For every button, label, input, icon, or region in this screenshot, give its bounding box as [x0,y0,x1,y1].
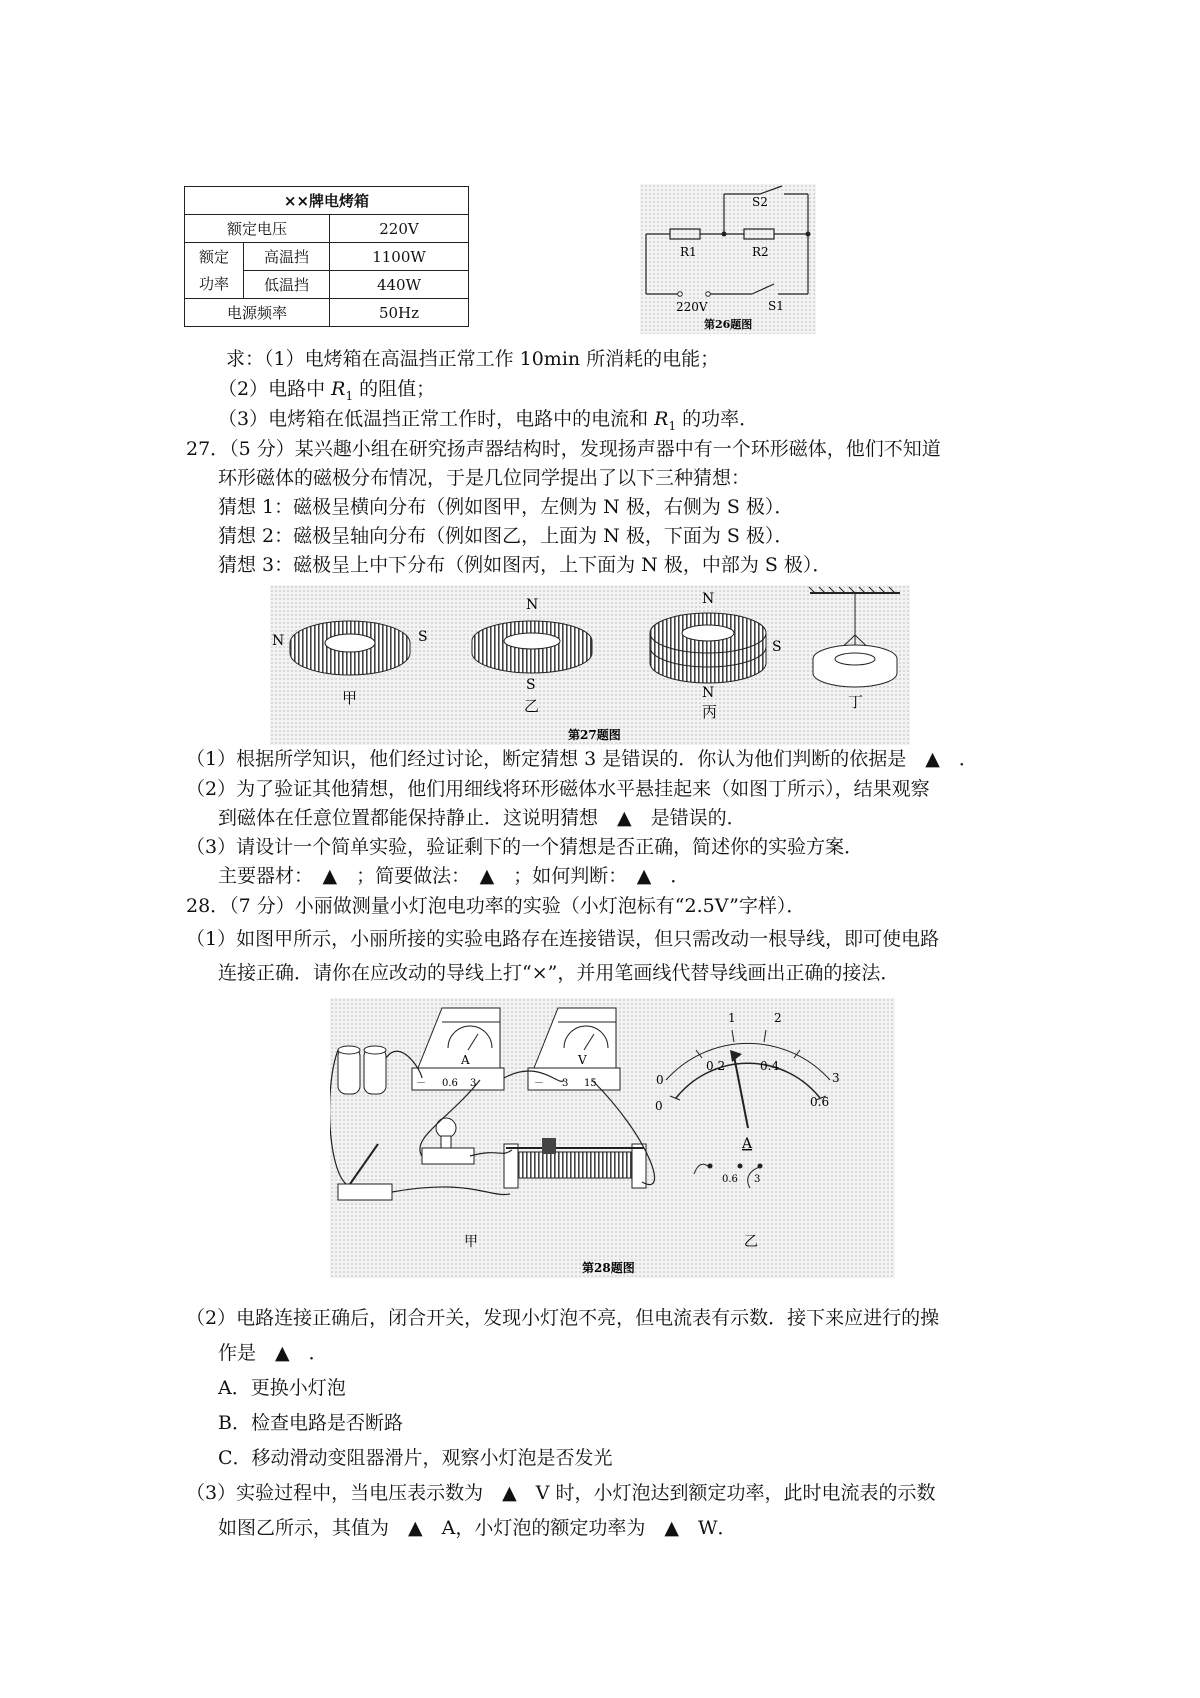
scale-bottom-0: 0 [655,1099,663,1113]
rheostat [504,1138,646,1188]
q27-answer-3b: 主要器材： ▲ ；简要做法： ▲ ；如何判断： ▲ ． [218,865,690,887]
dial-terminal-3: 3 [754,1174,761,1185]
table-cell: 50Hz [330,299,469,327]
q26-ask: 求：（1）电烤箱在高温挡正常工作 10min 所消耗的电能； [226,348,720,370]
q28-answer-3a: （3）实验过程中，当电压表示数为 ▲ V 时，小灯泡达到额定功率，此时电流表的示数 [186,1482,936,1504]
label-bing: 丙 [702,703,718,721]
label-voltage: 220V [676,300,708,314]
table-cell [185,243,244,299]
ring-magnet-yi [472,621,592,673]
ring-magnet-jia [290,621,410,675]
caption-27: 第27题图 [568,728,621,742]
pole-n: N [702,591,715,607]
scale-top-1: 1 [728,1011,736,1025]
label-yi: 乙 [524,697,540,715]
circuit-diagram [640,184,816,334]
r1-symbol: R [654,408,669,430]
label-s2: S2 [752,195,768,209]
option-c: C．移动滑动变阻器滑片，观察小灯泡是否发光 [218,1447,613,1469]
q27-line2: 环形磁体的磁极分布情况，于是几位同学提出了以下三种猜想： [218,467,751,489]
scale-bottom-06: 0.6 [810,1095,830,1109]
voltmeter-unit: V [578,1053,587,1067]
r1-sub: 1 [668,418,677,433]
junction-dot [722,232,727,237]
pole-s: S [418,629,428,645]
table-title: ××牌电烤箱 [185,187,469,215]
label-yi: 乙 [744,1234,758,1250]
q27-answer-2a: （2）为了验证其他猜想，他们用细线将环形磁体水平悬挂起来（如图丁所示），结果观察 [186,778,930,800]
r1-sub: 1 [345,388,354,403]
table-cell: 电源频率 [185,299,330,327]
scale-top-3: 3 [832,1071,840,1085]
figure-26 [640,184,816,334]
label-r1: R1 [680,245,697,259]
dial-terminal-06: 0.6 [722,1174,738,1185]
q28-answer-3b: 如图乙所示，其值为 ▲ A，小灯泡的额定功率为 ▲ W． [218,1517,737,1539]
option-b: B．检查电路是否断路 [218,1412,403,1434]
terminal-neg: － [534,1078,544,1089]
table-cell: 额定电压 [185,215,330,243]
terminal-06: 0.6 [442,1078,458,1089]
caption-26: 第26题图 [704,318,753,331]
table-cell: 220V [330,215,469,243]
hanging-magnet-ding [809,587,900,687]
text: （2）电路中 [218,378,332,400]
figure-28 [330,998,895,1278]
r1-symbol: R [331,378,346,400]
scale-bottom-02: 0.2 [706,1059,726,1073]
table-cell: 高温挡 [244,243,330,271]
group-bottom: 功率 [198,274,229,293]
q28-answer-1b: 连接正确．请你在应改动的导线上打“×”，并用笔画线代替导线画出正确的接法． [218,962,900,984]
scale-bottom-04: 0.4 [760,1059,780,1073]
caption-28: 第28题图 [582,1261,635,1275]
pole-s: S [772,639,782,655]
guess-3: 猜想 3：磁极呈上中下分布（例如图丙，上下面为 N 极，中部为 S 极）． [218,554,832,576]
guess-1: 猜想 1：磁极呈横向分布（例如图甲，左侧为 N 极，右侧为 S 极）． [218,496,794,518]
figure-27 [270,585,910,745]
scale-top-0: 0 [656,1073,664,1087]
label-ding: 丁 [848,693,864,711]
pole-n: N [702,685,715,701]
ammeter-dial [666,1030,830,1128]
q26-part2 [218,376,435,409]
magnet-figures [270,585,910,745]
dial-unit: A [742,1136,753,1152]
q27-answer-3a: （3）请设计一个简单实验，验证剩下的一个猜想是否正确，简述你的实验方案． [186,836,864,858]
experiment-figure [330,998,895,1278]
terminal-neg: － [416,1078,426,1089]
text: （3）电烤箱在低温挡正常工作时，电路中的电流和 [218,408,655,430]
terminal [706,292,711,297]
switch [338,1144,392,1200]
spec-table [184,186,469,327]
group-top: 额定 [198,247,229,266]
q27-line1: 27．（5 分）某兴趣小组在研究扬声器结构时，发现扬声器中有一个环形磁体，他们不知道 [186,438,941,460]
q28-answer-2a: （2）电路连接正确后，闭合开关，发现小灯泡不亮，但电流表有示数．接下来应进行的操 [186,1307,940,1329]
q27-answer-2b: 到磁体在任意位置都能保持静止．这说明猜想 ▲ 是错误的． [218,807,746,829]
q28-answer-1a: （1）如图甲所示，小丽所接的实验电路存在连接错误，但只需改动一根导线，即可使电路 [186,928,940,950]
terminal-15: 15 [584,1078,597,1089]
q28-answer-2b: 作是 ▲ ． [218,1342,328,1364]
light-bulb [422,1118,474,1164]
battery [338,1046,386,1094]
text: 的功率． [676,408,759,430]
q28-line1: 28．（7 分）小丽做测量小灯泡电功率的实验（小灯泡标有“2.5V”字样）． [186,895,806,917]
table-cell: 1100W [330,243,469,271]
option-a: A．更换小灯泡 [218,1377,346,1399]
terminal-3: 3 [562,1078,569,1089]
label-jia: 甲 [464,1234,478,1250]
ring-magnet-bing [650,613,766,683]
label-r2: R2 [752,245,769,259]
ammeter-unit: A [461,1053,470,1067]
table-cell: 440W [330,271,469,299]
guess-2: 猜想 2：磁极呈轴向分布（例如图乙，上面为 N 极，下面为 S 极）． [218,525,794,547]
pole-s: S [526,677,536,693]
terminal [678,292,683,297]
table-cell: 低温挡 [244,271,330,299]
pole-n: N [526,597,539,613]
label-s1: S1 [768,299,784,313]
q26-part3 [218,406,758,439]
text: 的阻值； [353,378,436,400]
junction-dot [806,232,811,237]
scale-top-2: 2 [774,1011,782,1025]
q27-answer-1: （1）根据所学知识，他们经过讨论，断定猜想 3 是错误的．你认为他们判断的依据是 ▲ ． [186,748,978,770]
terminal-3: 3 [470,1078,477,1089]
pole-n: N [272,633,285,649]
label-jia: 甲 [342,689,358,707]
